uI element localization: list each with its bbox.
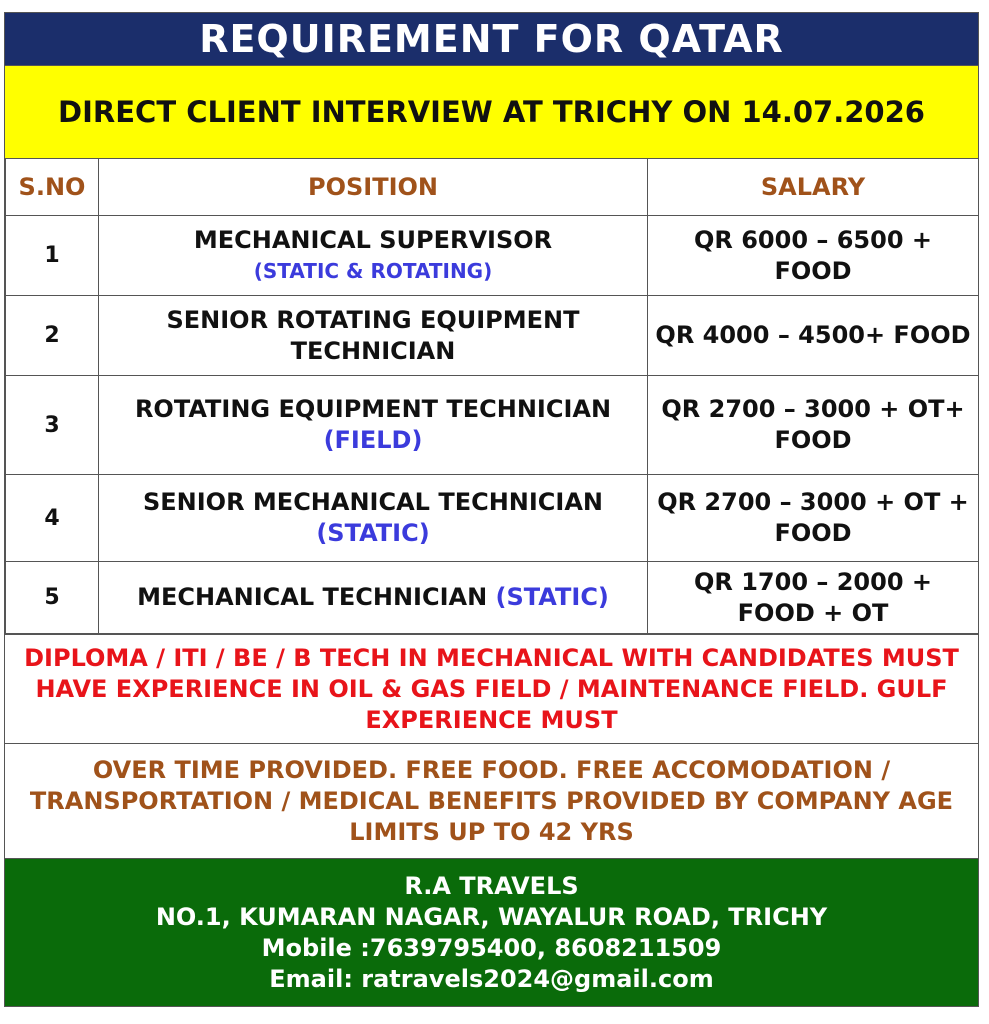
table-row [6, 296, 979, 376]
email-address[interactable]: Email: ratravels2024@gmail.com [269, 964, 714, 993]
company-name: R.A TRAVELS [404, 871, 579, 900]
mobile-numbers: Mobile :7639795400, 8608211509 [261, 933, 722, 962]
column-header-salary: SALARY [648, 159, 979, 216]
position-note: (FIELD) [323, 426, 423, 454]
column-header-position: POSITION [99, 159, 648, 216]
row-position [99, 562, 648, 634]
position-note: (STATIC & ROTATING) [253, 258, 493, 283]
row-salary: QR 6000 – 6500 + FOOD [648, 216, 979, 296]
company-address: NO.1, KUMARAN NAGAR, WAYALUR ROAD, TRICHY [155, 902, 828, 931]
position-title: ROTATING EQUIPMENT TECHNICIAN [134, 395, 612, 423]
row-sno: 4 [6, 475, 99, 562]
table-row [6, 562, 979, 634]
row-position [99, 216, 648, 296]
row-sno: 1 [6, 216, 99, 296]
row-sno: 2 [6, 296, 99, 376]
requirements-text: DIPLOMA / ITI / BE / B TECH IN MECHANICAL WITH CANDIDATES MUST HAVE EXPERIENCE IN OIL & GAS FIELD / MAINTENANCE FIELD. GULF EXPERIENCE MUST [5, 634, 978, 743]
positions-table [5, 158, 979, 634]
row-position [99, 376, 648, 475]
position-title: MECHANICAL TECHNICIAN [137, 583, 488, 611]
table-header-row [6, 159, 979, 216]
position-note: (STATIC) [495, 583, 609, 611]
position-title: MECHANICAL SUPERVISOR [193, 225, 553, 254]
row-salary: QR 2700 – 3000 + OT + FOOD [648, 475, 979, 562]
table-row [6, 376, 979, 475]
job-poster [4, 12, 979, 1007]
benefits-text: OVER TIME PROVIDED. FREE FOOD. FREE ACCOMODATION / TRANSPORTATION / MEDICAL BENEFITS PROVIDED BY COMPANY AGE LIMITS UP TO 42 YRS [5, 743, 978, 858]
position-note: (STATIC) [316, 519, 430, 547]
row-salary: QR 4000 – 4500+ FOOD [648, 296, 979, 376]
row-position [99, 296, 648, 376]
poster-title: REQUIREMENT FOR QATAR [5, 13, 978, 65]
table-row [6, 216, 979, 296]
row-sno: 3 [6, 376, 99, 475]
position-title: SENIOR ROTATING EQUIPMENT TECHNICIAN [166, 305, 580, 365]
row-position [99, 475, 648, 562]
position-title: SENIOR MECHANICAL TECHNICIAN [142, 488, 604, 516]
row-salary: QR 2700 – 3000 + OT+ FOOD [648, 376, 979, 475]
table-row [6, 475, 979, 562]
row-salary: QR 1700 – 2000 + FOOD + OT [648, 562, 979, 634]
row-sno: 5 [6, 562, 99, 634]
interview-subtitle: DIRECT CLIENT INTERVIEW AT TRICHY ON 14.07.2026 [5, 65, 978, 158]
column-header-sno: S.NO [6, 159, 99, 216]
contact-block [5, 858, 978, 1006]
